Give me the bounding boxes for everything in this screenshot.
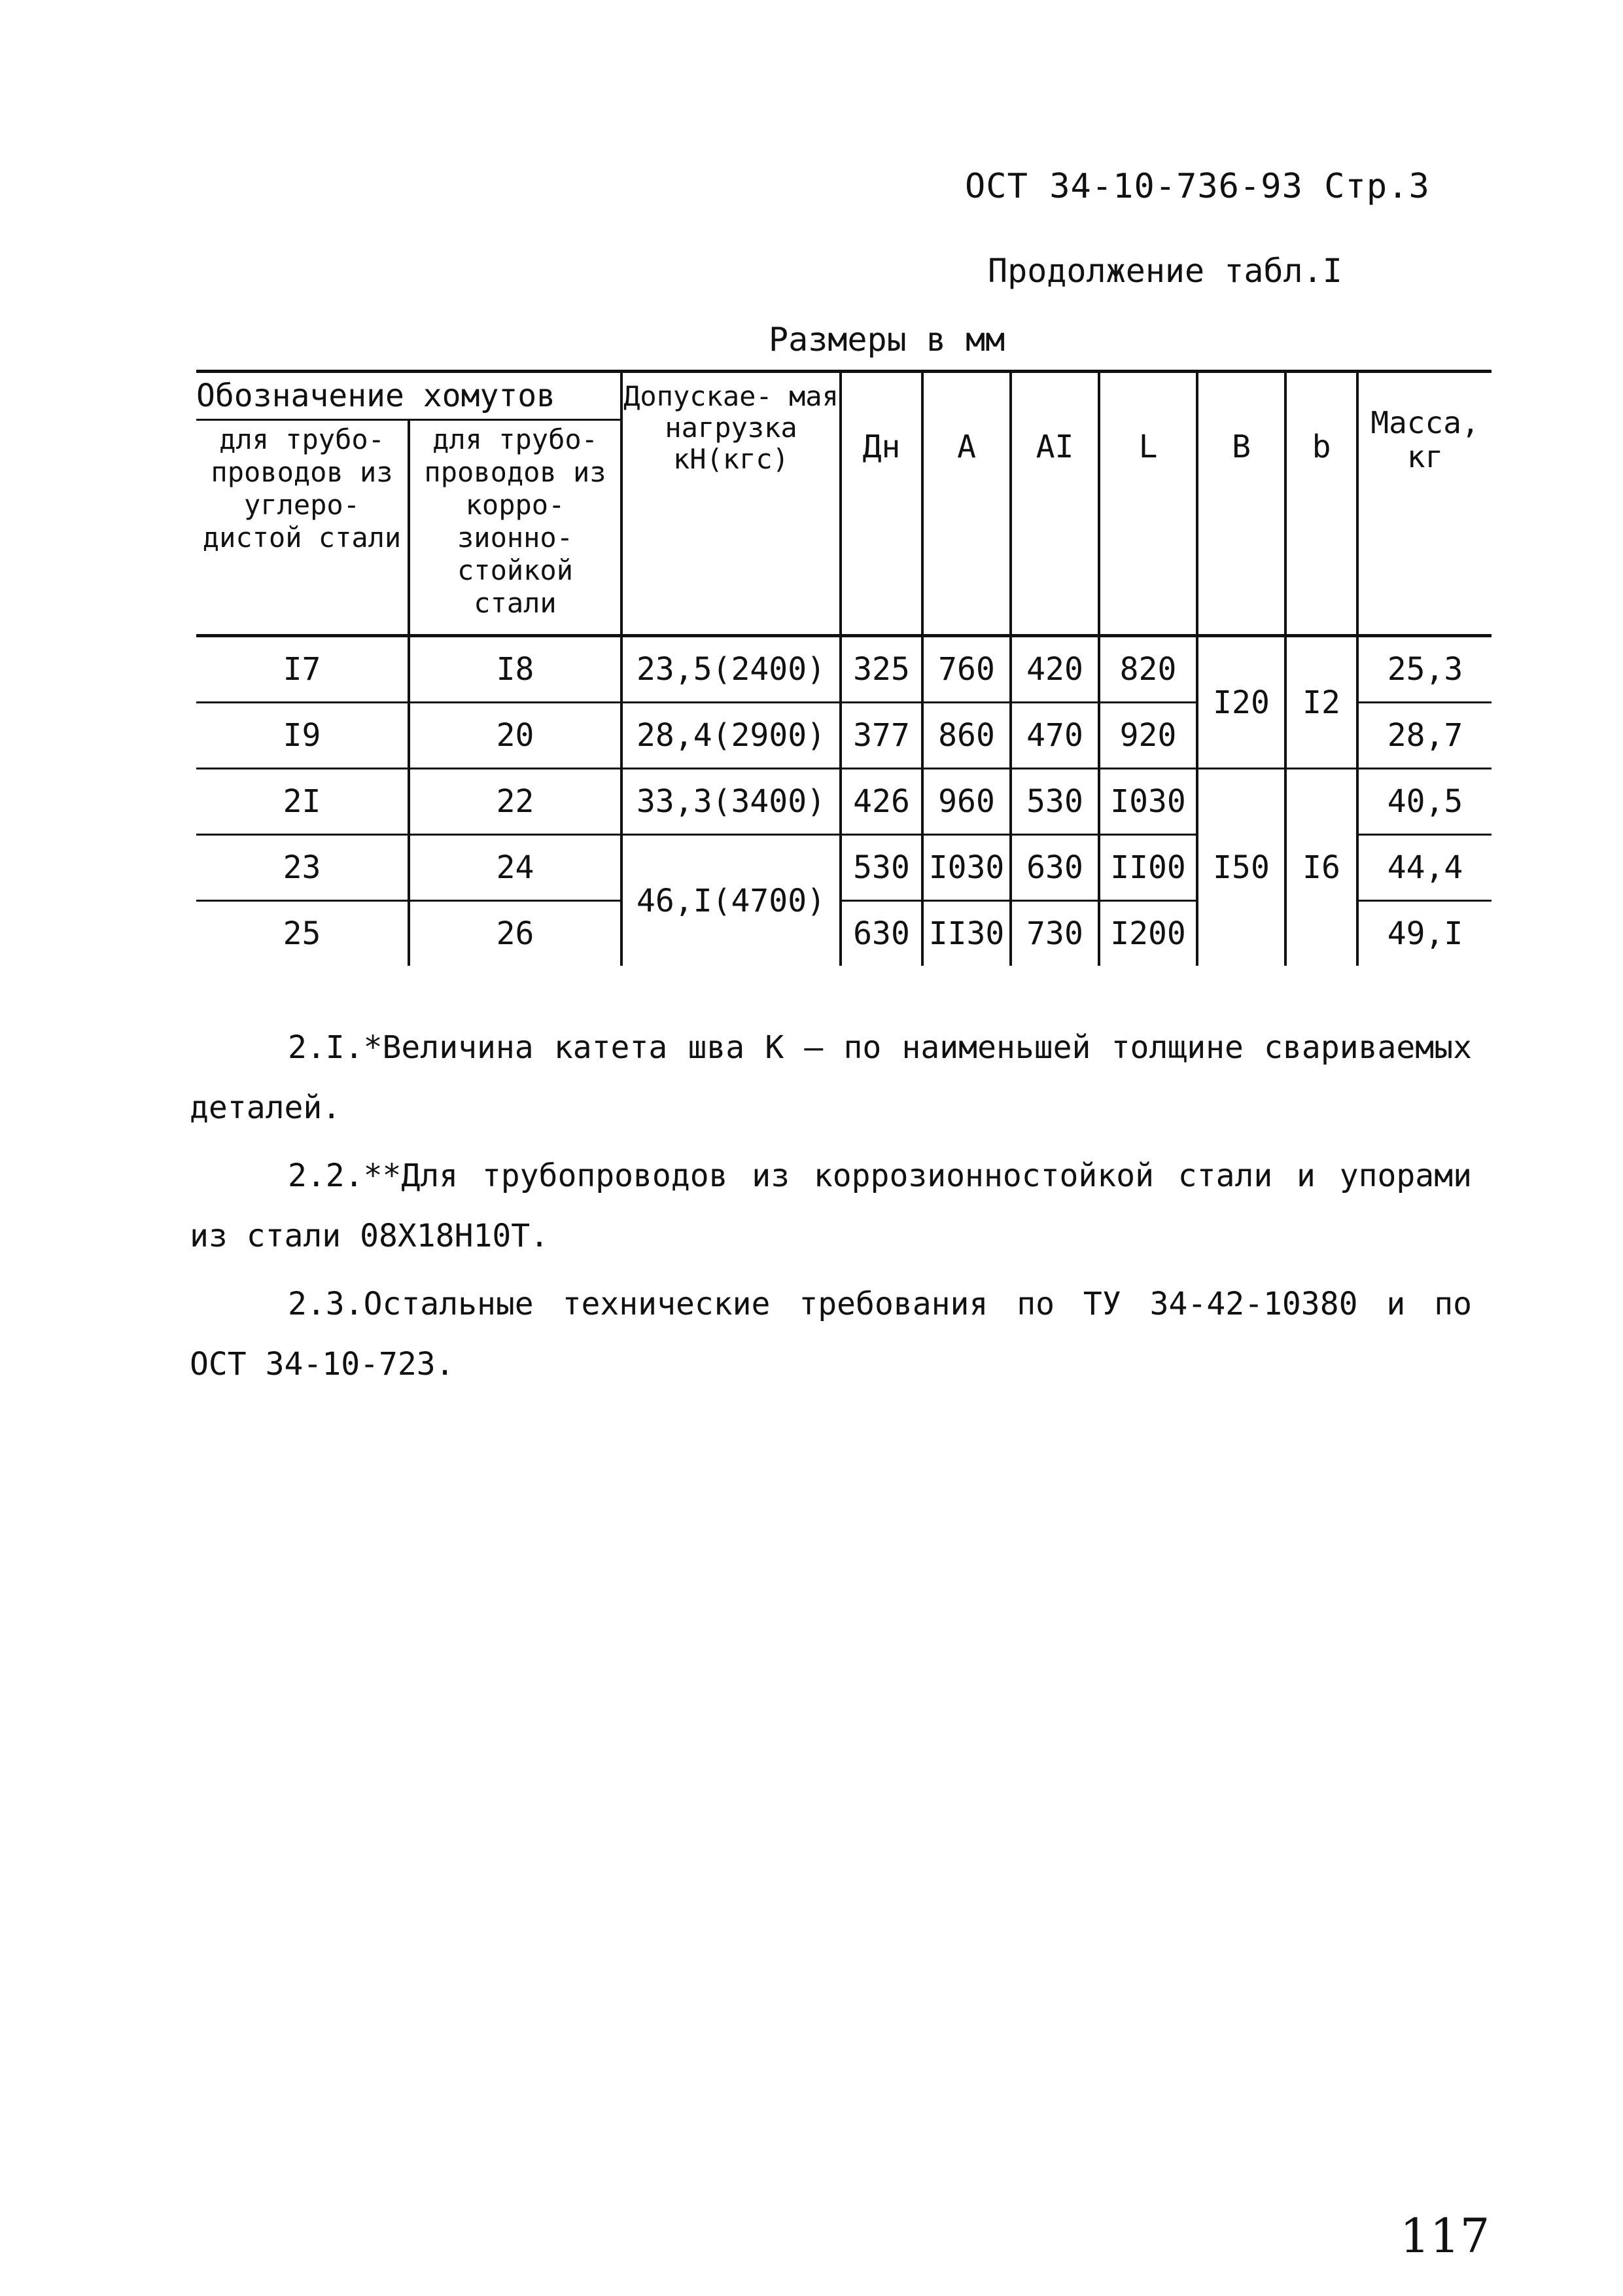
stainless-steel-header: для трубо- проводов из корро- зионно- стойкой стали bbox=[409, 420, 621, 636]
note-paragraph: 2.I.*Величина катета шва К – по наименьшей толщине свариваемых деталей. bbox=[190, 1029, 1472, 1126]
stainless-designation: 24 bbox=[409, 835, 621, 901]
document-code: ОСТ 34-10-736-93 Стр.3 bbox=[965, 167, 1430, 206]
stainless-designation: I8 bbox=[409, 636, 621, 703]
b-small-header: b bbox=[1285, 372, 1357, 636]
table-header-row bbox=[196, 372, 1492, 420]
b-small-value: I6 bbox=[1285, 769, 1357, 966]
clamps-table bbox=[196, 370, 1492, 966]
a1-value: 420 bbox=[1011, 636, 1099, 703]
a1-value: 730 bbox=[1011, 901, 1099, 966]
note-paragraph: 2.2.**Для трубопроводов из коррозионностойкой стали и упорами из стали 08Х18Н10Т. bbox=[190, 1157, 1472, 1254]
load-header: Допускае- мая нагрузка кН(кгс) bbox=[621, 372, 841, 636]
l-value: 820 bbox=[1099, 636, 1197, 703]
mass-value: 40,5 bbox=[1357, 769, 1492, 835]
carbon-designation: 23 bbox=[196, 835, 409, 901]
mass-value: 28,7 bbox=[1357, 703, 1492, 769]
l-value: I200 bbox=[1099, 901, 1197, 966]
carbon-designation: 2I bbox=[196, 769, 409, 835]
stainless-designation: 20 bbox=[409, 703, 621, 769]
load-value: 23,5(2400) bbox=[621, 636, 841, 703]
carbon-designation: I9 bbox=[196, 703, 409, 769]
a1-value: 470 bbox=[1011, 703, 1099, 769]
stainless-designation: 26 bbox=[409, 901, 621, 966]
units-label: Размеры в мм bbox=[769, 321, 1005, 359]
load-value: 28,4(2900) bbox=[621, 703, 841, 769]
dn-value: 530 bbox=[841, 835, 922, 901]
dn-value: 426 bbox=[841, 769, 922, 835]
stainless-designation: 22 bbox=[409, 769, 621, 835]
load-value: 46,I(4700) bbox=[621, 835, 841, 966]
mass-value: 25,3 bbox=[1357, 636, 1492, 703]
designation-group-header: Обозначение хомутов bbox=[196, 372, 621, 420]
b-value: I20 bbox=[1197, 636, 1285, 769]
page-number: 117 bbox=[1400, 2208, 1490, 2263]
l-value: 920 bbox=[1099, 703, 1197, 769]
table-row bbox=[196, 769, 1492, 835]
a1-value: 630 bbox=[1011, 835, 1099, 901]
b-value: I50 bbox=[1197, 769, 1285, 966]
dn-value: 377 bbox=[841, 703, 922, 769]
a-value: 860 bbox=[922, 703, 1011, 769]
a-value: II30 bbox=[922, 901, 1011, 966]
notes-section bbox=[190, 1017, 1472, 1402]
a-header: A bbox=[922, 372, 1011, 636]
a-value: 960 bbox=[922, 769, 1011, 835]
carbon-designation: I7 bbox=[196, 636, 409, 703]
l-value: I030 bbox=[1099, 769, 1197, 835]
a-value: I030 bbox=[922, 835, 1011, 901]
a-value: 760 bbox=[922, 636, 1011, 703]
carbon-steel-header: для трубо- проводов из углеро- дистой стали bbox=[202, 423, 402, 554]
l-value: II00 bbox=[1099, 835, 1197, 901]
note-paragraph: 2.3.Остальные технические требования по ТУ 34-42-10380 и по ОСТ 34-10-723. bbox=[190, 1286, 1472, 1383]
b-header: B bbox=[1197, 372, 1285, 636]
a1-value: 530 bbox=[1011, 769, 1099, 835]
mass-value: 49,I bbox=[1357, 901, 1492, 966]
l-header: L bbox=[1099, 372, 1197, 636]
mass-value: 44,4 bbox=[1357, 835, 1492, 901]
a1-header: AI bbox=[1011, 372, 1099, 636]
load-value: 33,3(3400) bbox=[621, 769, 841, 835]
dn-value: 630 bbox=[841, 901, 922, 966]
dn-value: 325 bbox=[841, 636, 922, 703]
b-small-value: I2 bbox=[1285, 636, 1357, 769]
table-row bbox=[196, 636, 1492, 703]
table-continuation-label: Продолжение табл.I bbox=[988, 252, 1342, 290]
mass-header: Масса, кг bbox=[1357, 372, 1492, 636]
carbon-designation: 25 bbox=[196, 901, 409, 966]
dn-header: Дн bbox=[841, 372, 922, 636]
